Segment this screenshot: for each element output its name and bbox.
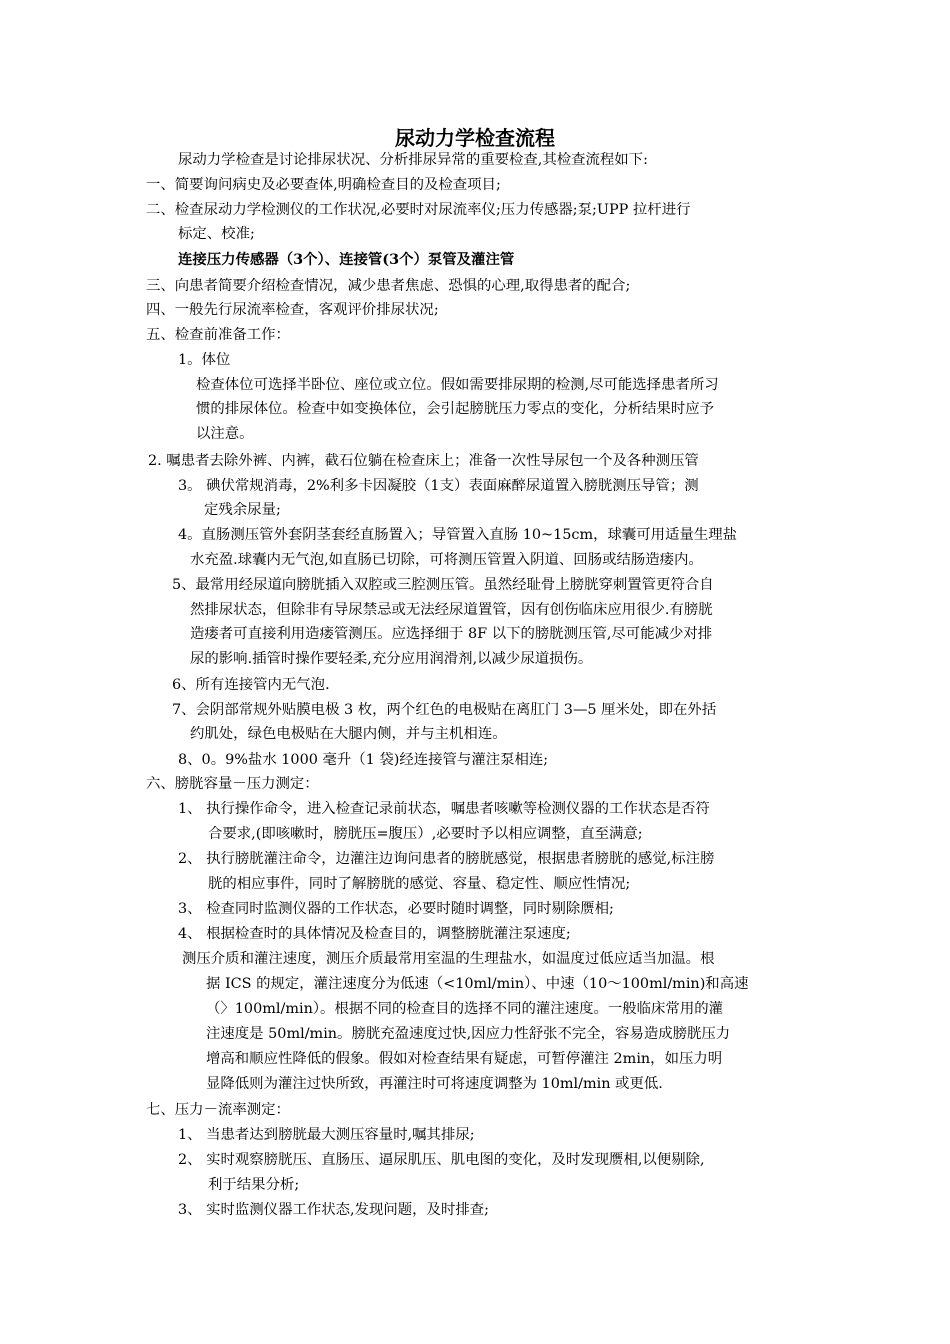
step-6-item-1-continued: 合要求,(即咳嗽时，膀胱压=腹压）,必要时予以相应调整，直至满意; — [208, 826, 643, 842]
step-2: 二、检查尿动力学检测仪的工作状况,必要时对尿流率仪;压力传感器;泵;UPP 拉杆进行 — [146, 202, 691, 218]
sub-item-7-continued: 约肌处，绿色电极贴在大腿内侧，并与主机相连。 — [190, 726, 507, 742]
sub-item-4-continued: 水充盈.球囊内无气泡,如直肠已切除，可将测压管置入阴道、回肠或结肠造瘘内。 — [190, 552, 703, 568]
perfusion-text: （〉100ml/min）。根据不同的检查目的选择不同的灌注速度。一般临床常用的灌 — [206, 1001, 723, 1017]
step-2-continued: 标定、校准; — [178, 226, 255, 242]
perfusion-text: 增高和顺应性降低的假象。假如对检查结果有疑虑，可暂停灌注 2min，如压力明 — [206, 1051, 723, 1067]
step-6-item-3: 3、 检查同时监测仪器的工作状态，必要时随时调整，同时剔除赝相; — [178, 901, 614, 917]
perfusion-text: 据 ICS 的规定，灌注速度分为低速（<10ml/min）、中速（10～100ml/min)和高速 — [206, 976, 749, 992]
step-7-item-2: 2、 实时观察膀胱压、直肠压、逼尿肌压、肌电图的变化，及时发现赝相,以便剔除, — [178, 1152, 705, 1168]
sub-item-3: 3。 碘伏常规消毒，2%利多卡因凝胶（1支）表面麻醉尿道置入膀胱测压导管；测 — [178, 478, 699, 494]
step-6-item-2: 2、 执行膀胱灌注命令，边灌注边询问患者的膀胱感觉，根据患者膀胱的感觉,标注膀 — [178, 851, 715, 867]
step-7-item-3: 3、 实时监测仪器工作状态,发现问题，及时排查; — [178, 1202, 489, 1218]
perfusion-text: 显降低则为灌注过快所致，再灌注时可将速度调整为 10ml/min 或更低. — [206, 1076, 663, 1092]
step-7: 七、压力－流率测定： — [146, 1102, 290, 1118]
sub-item-posture: 1。体位 — [178, 352, 231, 368]
step-6-item-2-continued: 胱的相应事件，同时了解膀胱的感觉、容量、稳定性、顺应性情况; — [208, 876, 631, 892]
intro-text: 尿动力学检查是讨论排尿状况、分析排尿异常的重要检查,其检查流程如下: — [178, 152, 648, 168]
sub-item-5-continued: 造瘘者可直接利用造瘘管测压。应选择细于 8F 以下的膀胱测压管,尽可能减少对排 — [190, 626, 713, 642]
perfusion-text: 注速度是 50ml/min。膀胱充盈速度过快,因应力性舒张不完全，容易造成膀胱压力 — [206, 1026, 731, 1042]
step-5: 五、检查前准备工作： — [146, 327, 290, 343]
sub-item-7: 7、会阴部常规外贴膜电极 3 枚，两个红色的电极贴在离肛门 3—5 厘米处，即在外括 — [172, 702, 717, 718]
step-3: 三、向患者简要介绍检查情况，减少患者焦虑、恐惧的心理,取得患者的配合; — [146, 278, 631, 294]
step-6-item-4: 4、 根据检查时的具体情况及检查目的，调整膀胱灌注泵速度; — [178, 926, 571, 942]
sub-item-2: 2. 嘱患者去除外裤、内裤，截石位躺在检查床上；准备一次性导尿包一个及各种测压管 — [148, 453, 699, 469]
connection-note: 连接压力传感器（3个）、连接管(3个）泵管及灌注管 — [178, 251, 515, 268]
step-1: 一、简要询问病史及必要查体,明确检查目的及检查项目; — [146, 177, 501, 193]
posture-text: 以注意。 — [196, 426, 254, 442]
sub-item-6: 6、所有连接管内无气泡. — [172, 677, 330, 693]
step-6-item-1: 1、 执行操作命令，进入检查记录前状态，嘱患者咳嗽等检测仪器的工作状态是否符 — [178, 801, 710, 817]
posture-text: 惯的排尿体位。检查中如变换体位，会引起膀胱压力零点的变化，分析结果时应予 — [196, 401, 715, 417]
sub-item-3-continued: 定残余尿量; — [204, 502, 281, 518]
page-title: 尿动力学检查流程 — [395, 126, 555, 150]
step-6: 六、膀胱容量－压力测定： — [146, 776, 319, 792]
step-4: 四、一般先行尿流率检查，客观评价排尿状况; — [146, 302, 439, 318]
sub-item-4: 4。直肠测压管外套阴茎套经直肠置入；导管置入直肠 10~15cm，球囊可用适量生理盐 — [178, 527, 738, 543]
sub-item-5-continued: 尿的影响.插管时操作要轻柔,充分应用润滑剂,以减少尿道损伤。 — [190, 651, 593, 667]
step-7-item-2-continued: 利于结果分析; — [208, 1177, 300, 1193]
perfusion-text: 测压介质和灌注速度，测压介质最常用室温的生理盐水，如温度过低应适当加温。根 — [182, 951, 715, 967]
posture-text: 检查体位可选择半卧位、座位或立位。假如需要排尿期的检测,尽可能选择患者所习 — [196, 377, 719, 393]
sub-item-8: 8、0。9%盐水 1000 毫升（1 袋)经连接管与灌注泵相连; — [178, 752, 549, 768]
sub-item-5-continued: 然排尿状态，但除非有导尿禁忌或无法经尿道置管，因有创伤临床应用很少.有膀胱 — [190, 602, 713, 618]
sub-item-5: 5、最常用经尿道向膀胱插入双腔或三腔测压管。虽然经耻骨上膀胱穿刺置管更符合自 — [172, 577, 714, 593]
step-7-item-1: 1、 当患者达到膀胱最大测压容量时,嘱其排尿; — [178, 1127, 475, 1143]
